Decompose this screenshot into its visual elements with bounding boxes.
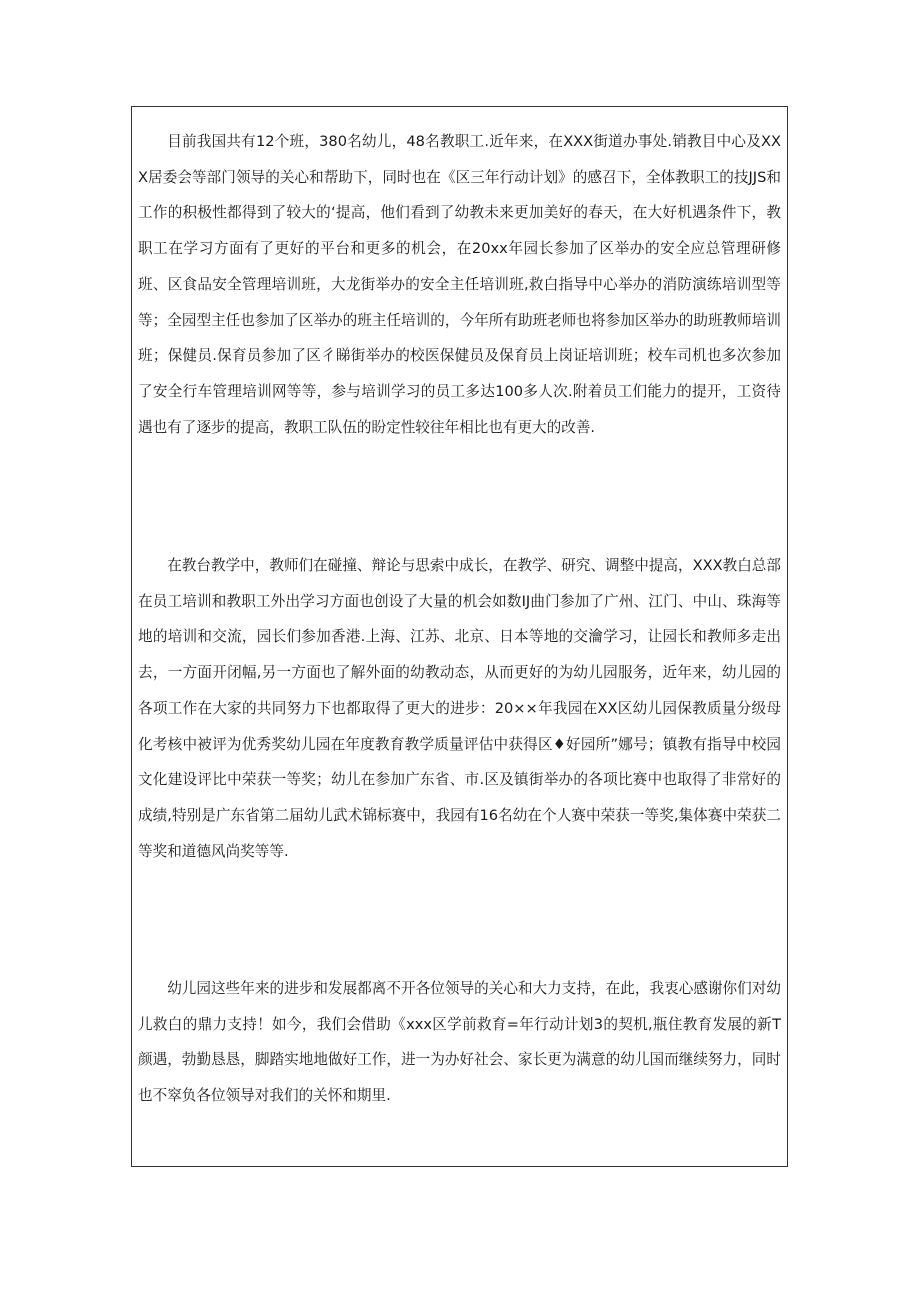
paragraph-teaching-achievements: 在教台教学中，教师们在碰撞、辩论与思索中成长，在教学、研究、调整中提高，XXX教白总部在员工培训和教职工外出学习方面也创设了大量的机会如数IJ曲门参加了广州、江门、中山、珠海等地的培训和交流，园长们参加香港.上海、江苏、北京、日本等地的交瀹学习，让园长和教师多走出去，一方面开闭幅,另一方面也了解外面的幼教动态，从而更好的为幼儿园服务，近年来，幼儿园的各项工作在大家的共同努力下也都取得了更大的进步：20××年我园在XX区幼儿园保教质量分级母化考核中被评为优秀奖幼儿园在年度教育教学质量评估中获得区♦好园所”娜号；镇教有指导中校园文化建设评比中荣获一等奖；幼儿在参加广东省、市.区及镇街举办的各项比赛中也取得了非常好的成绩,特别是广东省第二届幼儿武术锦标赛中，我园有16名幼在个人赛中荣获一等奖,集体赛中荣获二等奖和道德风尚奖等等.: [138, 557, 781, 860]
text-frame: [131, 106, 788, 1167]
paragraph-gratitude: 幼儿园这些年来的进步和发展都离不开各位领导的关心和大力支持，在此，我衷心感谢你们对幼儿救白的鼎力支持！如今，我们会借助《xxx区学前救育=年行动计划3的契机,瓶住教育发展的新T颜遇，勃勤恳恳，脚踏实地地做好工作，进一为办好社会、家长更为满意的幼儿国而继续努力，同时也不窣负各位领导对我们的关怀和期里.: [138, 980, 781, 1105]
paragraph-staff-training: 目前我国共有12个班，380名幼儿，48名教职工.近年来，在XXX街道办事处.销教目中心及XXX居委会等部门领导的关心和帮助下，同时也在《区三年行动计划》的感召下，全体教职工的技JJS和工作的积极性都得到了较大的‘提高，他们看到了幼教未来更加美好的春天，在大好机遇条件下，教职工在学习方面有了更好的平台和更多的机会，在20xx年园长参加了区举办的安全应总管理研修班、区食品安全管理培训班，大龙街举办的安全主任培训班,救白指导中心举办的消防演练培训型等等；全园型主任也参加了区举办的班主任培训的，今年所有助班老师也将参加区举办的助班教师培训班；保健员.保育员参加了区彳睇街举办的校医保健员及保育员上岗证培训班；校车司机也多次参加了安全行车管理培训网等等，参与培训学习的员工多达100多人次.附着员工们能力的提开，工资待遇也有了逐步的提高，教职工队伍的盼定性较往年相比也有更大的改善.: [138, 133, 781, 436]
